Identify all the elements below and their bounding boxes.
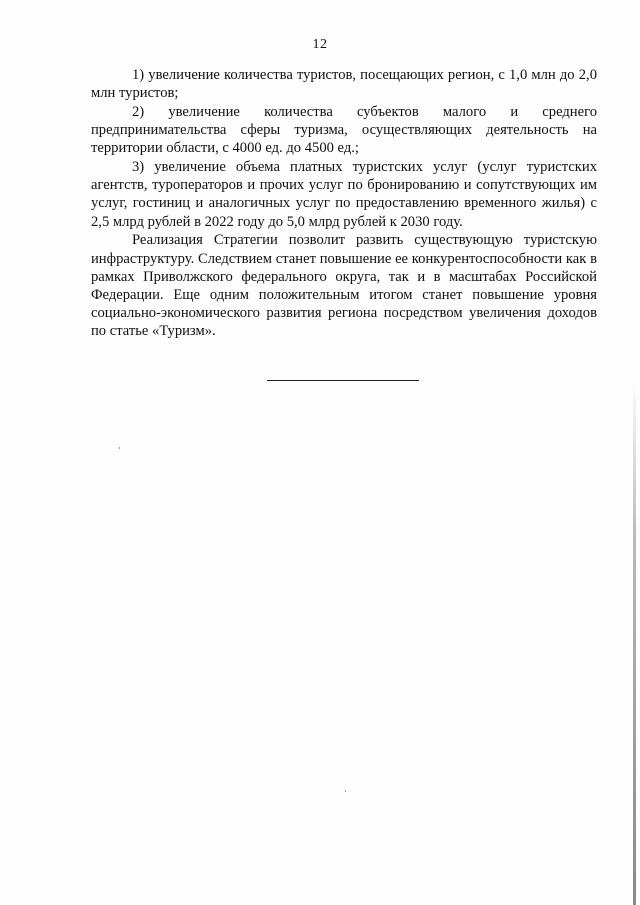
end-divider-line: [267, 380, 419, 381]
scan-speck: [345, 790, 346, 792]
page-number: 12: [312, 37, 328, 52]
list-item-tourists: 1) увеличение количества туристов, посещающих регион, с 1,0 млн до 2,0 млн туристов;: [91, 67, 597, 102]
scan-speck: [119, 447, 120, 449]
document-body: [91, 66, 597, 341]
list-item-businesses: 2) увеличение количества субъектов малого и среднего предпринимательства сферы туризма, осуществляющих деятельность на территории области, с 4000 ед. до 4500 ед.;: [91, 103, 597, 157]
list-item-services: 3) увеличение объема платных туристских услуг (услуг туристских агентств, туроператоров и прочих услуг по бронированию и сопутствующих им услуг, гостиниц и аналогичных услуг по предоставлению временного жилья) с 2,5 млрд рублей в 2022 году до 5,0 млрд рублей к 2030 году.: [91, 159, 597, 230]
conclusion-paragraph: Реализация Стратегии позволит развить существующую туристскую инфраструктуру. Следствием станет повышение ее конкурентоспособности как в рамках Приволжского федерального округа, так и в масштабах Российской Федерации. Еще одним положительным итогом станет повышение уровня социально-экономического развития региона посредством увеличения доходов по статье «Туризм».: [91, 232, 597, 340]
scan-edge-shadow: [633, 380, 636, 905]
